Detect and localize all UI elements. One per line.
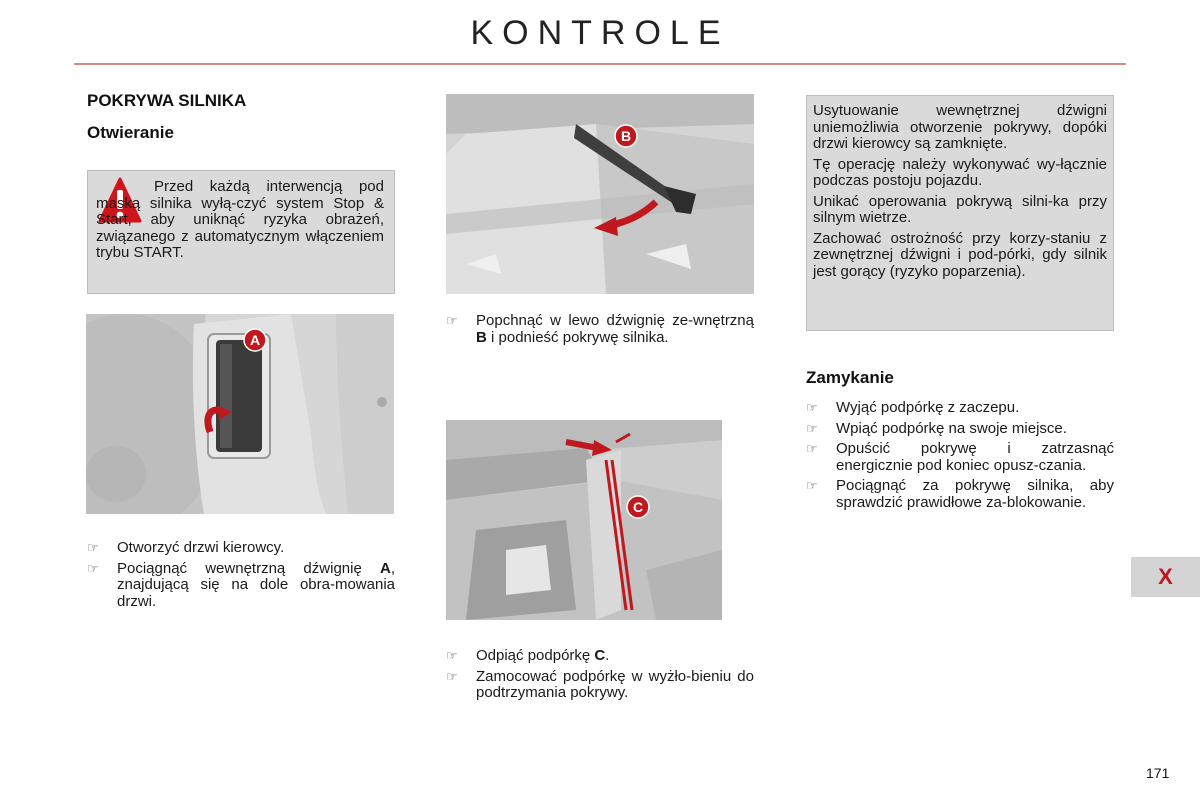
list-item: ☞ Pociągnąć za pokrywę silnika, aby sprawdzić prawidłowe za-blokowanie. (806, 477, 1114, 511)
pointing-hand-icon: ☞ (806, 441, 818, 456)
list-item: ☞ Wyjąć podpórkę z zaczepu. (806, 399, 1020, 416)
page-number: 171 (1146, 765, 1170, 781)
list-item: ☞ Pociągnąć wewnętrzną dźwignię A, znajdującą się na dole obra-mowania drzwi. (87, 559, 395, 610)
svg-text:C: C (632, 499, 644, 515)
list-item: ☞ Wpiąć podpórkę na swoje miejsce. (806, 419, 1067, 437)
info-paragraph: Usytuowanie wewnętrznej dźwigni uniemożliwia otworzenie pokrywy, dopóki drzwi kierowcy są zamknięte. (813, 102, 1107, 152)
list-item: ☞ Otworzyć drzwi kierowcy. (87, 539, 285, 556)
info-paragraph: Unikać operowania pokrywą silni-ka przy silnym wietrze. (813, 192, 1107, 226)
callout-a (243, 328, 267, 352)
steps-prop-list (446, 648, 754, 706)
pointing-hand-icon: ☞ (87, 560, 99, 576)
list-item: ☞ Opuścić pokrywę i zatrzasnąć energicznie pod koniec opusz-czania. (806, 440, 1114, 474)
svg-text:B: B (620, 128, 632, 144)
figure-prop-rod-c (446, 420, 722, 620)
pointing-hand-icon: ☞ (806, 400, 818, 415)
info-box (806, 95, 1114, 331)
warning-box (87, 170, 395, 294)
steps-close-list (806, 400, 1114, 515)
list-item: ☞ Odpiąć podpórkę C. (446, 647, 610, 664)
svg-text:A: A (249, 332, 261, 348)
figure-door-lever-a (86, 314, 394, 514)
section-heading-hood: POKRYWA SILNIKA (87, 91, 247, 110)
list-item: ☞ Popchnąć w lewo dźwignię ze-wnętrzną B i podnieść pokrywę silnika. (446, 312, 754, 346)
page-title: KONTROLE (470, 14, 730, 52)
pointing-hand-icon: ☞ (446, 668, 458, 684)
warning-text: Przed każdą interwencją pod maską silnika wyłą-czyć system Stop & Start, aby uniknąć ryzyka obrażeń, związanego z automatycznym włączeniem trybu START. (96, 178, 384, 261)
steps-lever-list (446, 313, 754, 350)
chapter-tab[interactable]: X (1131, 557, 1200, 597)
callout-b (614, 124, 638, 148)
pointing-hand-icon: ☞ (806, 420, 818, 436)
steps-door-list (87, 540, 395, 614)
info-paragraph: Zachować ostrożność przy korzy-staniu z zewnętrznej dźwigni i pod-pórki, gdy silnik jest gorący (ryzyko poparzenia). (813, 229, 1107, 280)
callout-c (626, 495, 650, 519)
section-heading-closing: Zamykanie (806, 368, 894, 387)
header-divider (74, 63, 1126, 65)
pointing-hand-icon: ☞ (806, 478, 818, 493)
figure-outer-lever-b (446, 94, 754, 294)
list-item: ☞ Zamocować podpórkę w wyżło-bieniu do podtrzymania pokrywy. (446, 667, 754, 701)
pointing-hand-icon: ☞ (446, 313, 458, 328)
info-paragraph: Tę operację należy wykonywać wy-łącznie podczas postoju pojazdu. (813, 155, 1107, 189)
pointing-hand-icon: ☞ (87, 540, 99, 555)
section-heading-opening: Otwieranie (87, 123, 174, 142)
pointing-hand-icon: ☞ (446, 648, 458, 663)
